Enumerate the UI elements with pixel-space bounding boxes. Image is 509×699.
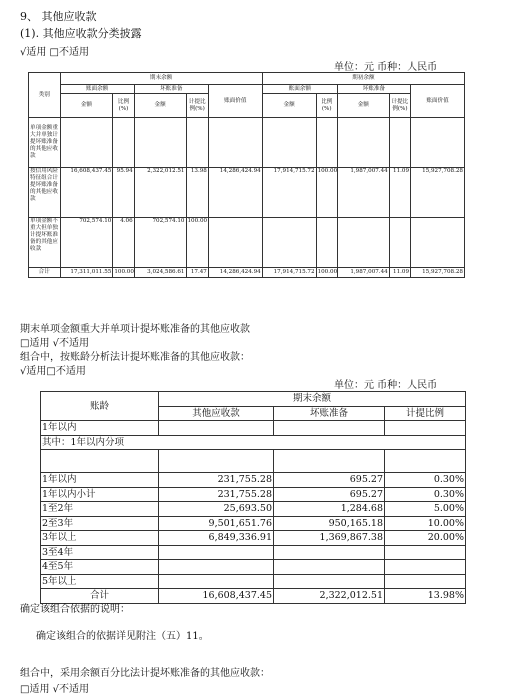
cell: 15,927,708.28 (411, 168, 465, 218)
age-cell: 1年以内 (41, 421, 159, 436)
cell: 1,284.68 (274, 502, 385, 517)
cell (337, 118, 389, 168)
cell (134, 118, 186, 168)
cell: 2,322,012.51 (274, 589, 385, 604)
percentage-method-option: □适用 √不适用 (20, 684, 89, 695)
header-category: 类别 (29, 73, 61, 118)
header-amount: 金额 (60, 94, 113, 118)
cell: 16,608,437.45 (60, 168, 113, 218)
note-line-2: □适用 √不适用 (20, 338, 89, 349)
header-prov-ratio: 计提比例 (385, 406, 466, 421)
cell (385, 560, 466, 575)
section-subheading: (1). 其他应收款分类披露 (20, 27, 142, 40)
table-row (41, 560, 466, 575)
table-row (41, 574, 466, 589)
header-end-bad: 坏账准备 (134, 85, 208, 94)
header-prov-ratio: 计提比例(%) (389, 94, 410, 118)
age-cell: 5年以上 (41, 574, 159, 589)
cell: 17,914,715.72 (262, 168, 316, 218)
header-amount: 金额 (337, 94, 389, 118)
cell: 13.98 (186, 168, 208, 218)
cell: 1,369,867.38 (274, 531, 385, 546)
cell (159, 421, 274, 436)
cell (208, 218, 262, 268)
cell: 14,286,424.94 (208, 268, 262, 278)
cell (316, 218, 337, 268)
cell: 20.00% (385, 531, 466, 546)
row-label: 单项金额重大并单独计提坏账准备的其他应收款 (29, 118, 61, 168)
cell: 95.94 (113, 168, 134, 218)
cell (274, 574, 385, 589)
age-cell: 3至4年 (41, 545, 159, 560)
receivables-classification-table (28, 72, 465, 278)
cell (159, 545, 274, 560)
cell: 17.47 (186, 268, 208, 278)
cell: 100.00 (113, 268, 134, 278)
cell (274, 545, 385, 560)
header-amount: 金额 (134, 94, 186, 118)
age-cell (41, 450, 159, 473)
cell (274, 421, 385, 436)
table-row (29, 168, 465, 218)
cell: 5.00% (385, 502, 466, 517)
cell (159, 450, 274, 473)
header-age: 账龄 (41, 392, 159, 421)
header-end-book: 账面余额 (60, 85, 134, 94)
basis-label: 确定该组合依据的说明： (20, 604, 130, 615)
table-row (41, 531, 466, 546)
cell: 231,755.28 (159, 473, 274, 488)
cell: 1,987,007.44 (337, 268, 389, 278)
basis-text: 确定该组合的依据详见附注（五）11。 (36, 631, 209, 642)
cell: 2,322,012.51 (134, 168, 186, 218)
cell: 100.00 (316, 268, 337, 278)
age-cell: 1至2年 (41, 502, 159, 517)
cell (385, 574, 466, 589)
header-begin-book: 账面余额 (262, 85, 337, 94)
table-total-row (29, 268, 465, 278)
header-end-value: 账面价值 (208, 85, 262, 118)
table-row (41, 487, 466, 502)
cell: 9,501,651.76 (159, 516, 274, 531)
cell (186, 118, 208, 168)
aging-analysis-table (40, 391, 466, 604)
cell (159, 574, 274, 589)
row-label: 按信用风险特征组合计提坏账准备的其他应收款 (29, 168, 61, 218)
cell: 702,574.10 (60, 218, 113, 268)
header-end-balance: 期末余额 (60, 73, 262, 85)
cell (274, 560, 385, 575)
cell: 17,914,715.72 (262, 268, 316, 278)
age-cell: 3年以上 (41, 531, 159, 546)
table-row (29, 118, 465, 168)
table-row (41, 516, 466, 531)
header-prov-ratio: 计提比例(%) (186, 94, 208, 118)
cell (208, 118, 262, 168)
row-label: 单项金额不重大但单独计提坏账准备的其他应收款 (29, 218, 61, 268)
cell (411, 218, 465, 268)
cell (316, 118, 337, 168)
percentage-method-label: 组合中，采用余额百分比法计提坏账准备的其他应收款： (20, 668, 270, 679)
cell: 11.09 (389, 168, 410, 218)
table-row (41, 473, 466, 488)
header-other-receivables: 其他应收款 (159, 406, 274, 421)
cell (385, 450, 466, 473)
cell: 695.27 (274, 473, 385, 488)
cell: 25,693.50 (159, 502, 274, 517)
unit-label: 单位：元 币种：人民币 (334, 62, 438, 73)
table-row (41, 421, 466, 436)
section-heading: 9、 其他应收款 (20, 10, 97, 23)
table-row (41, 502, 466, 517)
cell (60, 118, 113, 168)
cell: 10.00% (385, 516, 466, 531)
cell: 231,755.28 (159, 487, 274, 502)
cell: 100.00 (316, 168, 337, 218)
header-amount: 金额 (262, 94, 316, 118)
cell: 100.00 (186, 218, 208, 268)
age-cell: 2至3年 (41, 516, 159, 531)
age-cell: 1年以内 (41, 473, 159, 488)
cell (389, 218, 410, 268)
header-begin-balance: 期初余额 (262, 73, 464, 85)
applicable-option: √适用 □不适用 (20, 47, 89, 58)
cell: 16,608,437.45 (159, 589, 274, 604)
age-cell: 其中：1年以内分项 (41, 435, 466, 450)
note-line-4: √适用□不适用 (20, 366, 86, 377)
cell (411, 118, 465, 168)
cell (337, 218, 389, 268)
header-bad-debt: 坏账准备 (274, 406, 385, 421)
cell: 695.27 (274, 487, 385, 502)
header-ratio: 比例(%) (113, 94, 134, 118)
cell: 702,574.10 (134, 218, 186, 268)
cell (159, 560, 274, 575)
cell: 1,987,007.44 (337, 168, 389, 218)
age-cell: 4至5年 (41, 560, 159, 575)
cell: 4.06 (113, 218, 134, 268)
cell: 11.09 (389, 268, 410, 278)
cell (385, 545, 466, 560)
table-row (29, 218, 465, 268)
cell (385, 421, 466, 436)
header-begin-value: 账面价值 (411, 85, 465, 118)
unit-label-2: 单位：元 币种：人民币 (334, 380, 438, 391)
cell (262, 218, 316, 268)
header-end-balance: 期末余额 (159, 392, 466, 407)
cell: 3,024,586.61 (134, 268, 186, 278)
note-line-1: 期末单项金额重大并单项计提坏账准备的其他应收款 (20, 324, 250, 335)
cell: 6,849,336.91 (159, 531, 274, 546)
cell (389, 118, 410, 168)
table-row (41, 435, 466, 450)
row-label: 合计 (29, 268, 61, 278)
cell: 17,311,011.55 (60, 268, 113, 278)
age-cell: 1年以内小计 (41, 487, 159, 502)
header-begin-bad: 坏账准备 (337, 85, 410, 94)
table-row (41, 545, 466, 560)
cell: 14,286,424.94 (208, 168, 262, 218)
note-line-3: 组合中，按账龄分析法计提坏账准备的其他应收款： (20, 352, 250, 363)
table-row (41, 450, 466, 473)
cell (262, 118, 316, 168)
cell (274, 450, 385, 473)
cell (113, 118, 134, 168)
cell: 13.98% (385, 589, 466, 604)
cell: 0.30% (385, 487, 466, 502)
total-label: 合计 (41, 589, 159, 604)
cell: 15,927,708.28 (411, 268, 465, 278)
cell: 950,165.18 (274, 516, 385, 531)
header-ratio: 比例(%) (316, 94, 337, 118)
cell: 0.30% (385, 473, 466, 488)
